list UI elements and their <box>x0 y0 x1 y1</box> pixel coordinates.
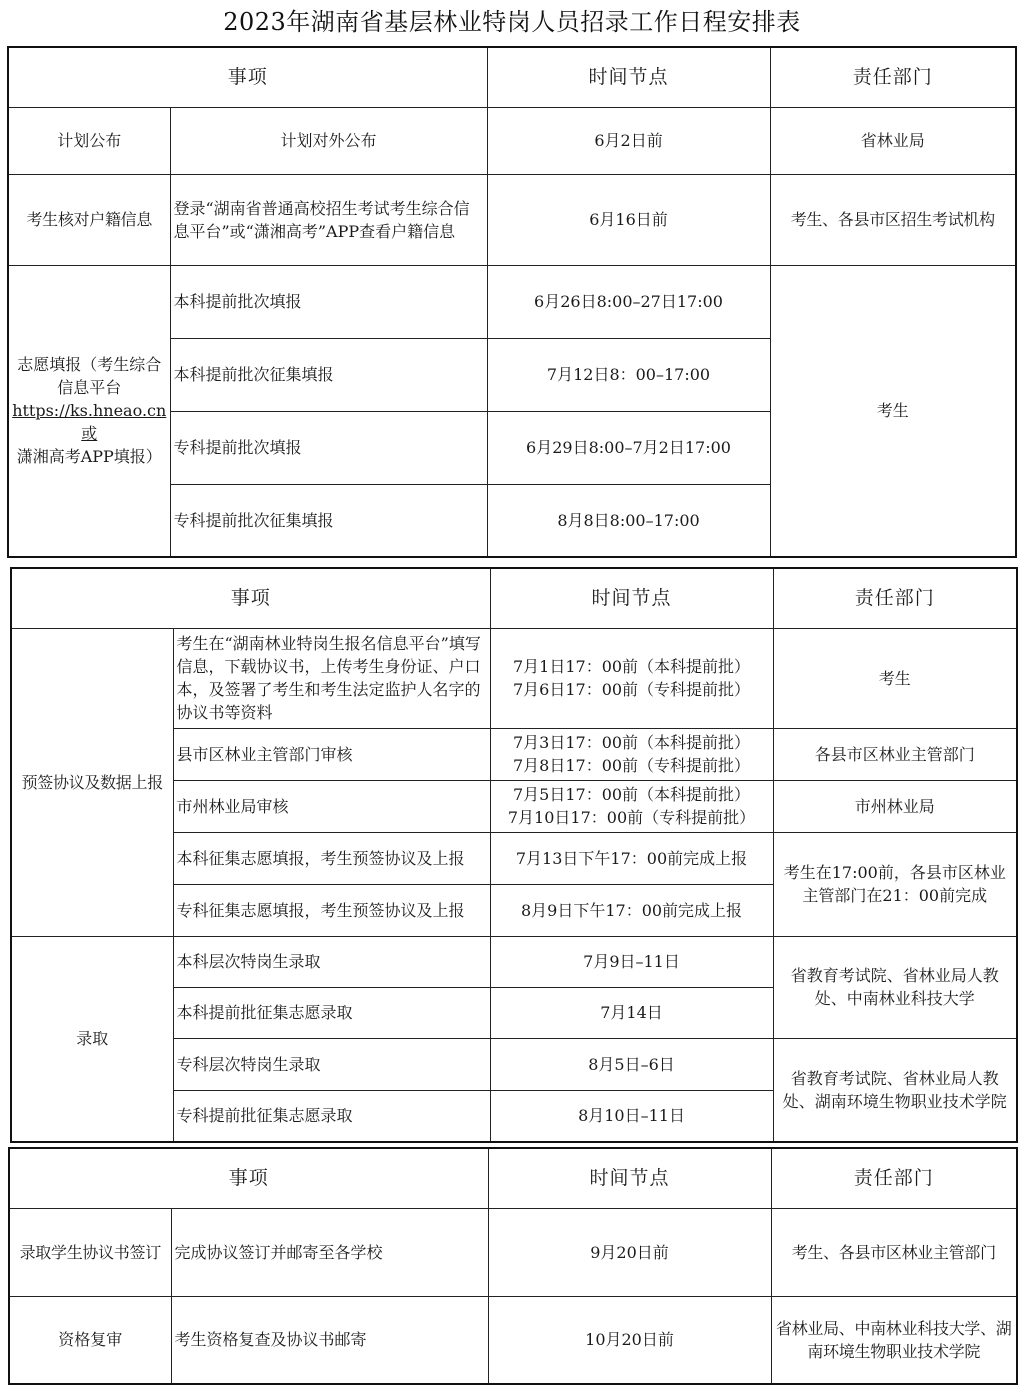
time-cell: 7月12日8：00–17:00 <box>487 338 770 411</box>
table-header-row <box>8 47 1016 107</box>
time-line: 7月10日17：00前（专科提前批） <box>507 808 756 827</box>
task-cell: 市州林业局审核 <box>173 780 490 832</box>
dept-cell: 各县市区林业主管部门 <box>773 728 1017 780</box>
time-line: 7月5日17：00前（本科提前批） <box>512 785 751 804</box>
category-cell: 计划公布 <box>8 107 170 174</box>
category-text: 潇湘高考APP填报） <box>16 447 162 467</box>
time-cell <box>490 780 773 832</box>
time-cell: 6月29日8:00–7月2日17:00 <box>487 411 770 484</box>
task-cell: 专科征集志愿填报，考生预签协议及上报 <box>173 884 490 936</box>
time-line: 7月8日17：00前（专科提前批） <box>512 756 751 775</box>
platform-link[interactable]: https://ks.hneao.cn或 <box>12 401 167 444</box>
task-cell: 本科提前批征集志愿录取 <box>173 987 490 1038</box>
task-cell: 考生在“湖南林业特岗生报名信息平台”填写信息，下载协议书，上传考生身份证、户口本，及签署了考生和考生法定监护人名字的协议书等资料 <box>173 628 490 728</box>
time-cell: 7月14日 <box>490 987 773 1038</box>
header-item: 事项 <box>9 1148 488 1208</box>
schedule-table-1 <box>7 46 1017 558</box>
header-dept: 责任部门 <box>770 47 1016 107</box>
category-cell: 考生核对户籍信息 <box>8 174 170 265</box>
schedule-table-2 <box>10 567 1018 1143</box>
task-cell: 专科提前批征集志愿录取 <box>173 1090 490 1142</box>
task-cell: 县市区林业主管部门审核 <box>173 728 490 780</box>
dept-cell: 市州林业局 <box>773 780 1017 832</box>
task-cell: 本科征集志愿填报，考生预签协议及上报 <box>173 832 490 884</box>
task-cell: 考生资格复查及协议书邮寄 <box>171 1296 488 1384</box>
time-cell: 8月8日8:00–17:00 <box>487 484 770 557</box>
header-time: 时间节点 <box>488 1148 771 1208</box>
task-cell: 完成协议签订并邮寄至各学校 <box>171 1208 488 1296</box>
time-cell: 6月2日前 <box>487 107 770 174</box>
task-cell: 专科提前批次征集填报 <box>170 484 487 557</box>
time-cell: 10月20日前 <box>488 1296 771 1384</box>
header-time: 时间节点 <box>487 47 770 107</box>
table-row <box>11 936 1017 987</box>
time-cell: 8月9日下午17：00前完成上报 <box>490 884 773 936</box>
task-cell: 专科层次特岗生录取 <box>173 1038 490 1090</box>
dept-cell: 考生、各县市区招生考试机构 <box>770 174 1016 265</box>
time-cell: 8月5日–6日 <box>490 1038 773 1090</box>
table-header-row <box>11 568 1017 628</box>
time-cell: 9月20日前 <box>488 1208 771 1296</box>
header-item: 事项 <box>11 568 490 628</box>
category-cell: 预签协议及数据上报 <box>11 628 173 936</box>
category-cell: 资格复审 <box>9 1296 171 1384</box>
table-row <box>8 174 1016 265</box>
table-header-row <box>9 1148 1017 1208</box>
table-row <box>9 1296 1017 1384</box>
category-text: 志愿填报（考生综合信息平台 <box>17 355 162 398</box>
dept-cell: 省教育考试院、省林业局人教处、中南林业科技大学 <box>773 936 1017 1038</box>
table-row <box>8 107 1016 174</box>
time-cell: 7月13日下午17：00前完成上报 <box>490 832 773 884</box>
task-cell: 本科提前批次填报 <box>170 265 487 338</box>
time-cell: 6月26日8:00–27日17:00 <box>487 265 770 338</box>
dept-cell: 省林业局、中南林业科技大学、湖南环境生物职业技术学院 <box>771 1296 1017 1384</box>
time-cell: 7月9日–11日 <box>490 936 773 987</box>
dept-cell: 省教育考试院、省林业局人教处、湖南环境生物职业技术学院 <box>773 1038 1017 1142</box>
header-time: 时间节点 <box>490 568 773 628</box>
task-cell: 专科提前批次填报 <box>170 411 487 484</box>
table-row <box>8 265 1016 338</box>
task-cell: 计划对外公布 <box>170 107 487 174</box>
time-cell <box>490 628 773 728</box>
header-item: 事项 <box>8 47 487 107</box>
category-cell: 录取 <box>11 936 173 1142</box>
category-cell <box>8 265 170 557</box>
table-row <box>9 1208 1017 1296</box>
time-line: 7月6日17：00前（专科提前批） <box>512 680 751 699</box>
time-line: 7月3日17：00前（本科提前批） <box>512 733 751 752</box>
task-cell: 登录“湖南省普通高校招生考试考生综合信息平台”或“潇湘高考”APP查看户籍信息 <box>170 174 487 265</box>
dept-cell: 考生 <box>773 628 1017 728</box>
dept-cell: 考生在17:00前，各县市区林业主管部门在21：00前完成 <box>773 832 1017 936</box>
dept-cell: 考生、各县市区林业主管部门 <box>771 1208 1017 1296</box>
time-cell <box>490 728 773 780</box>
schedule-table-3 <box>8 1147 1018 1385</box>
task-cell: 本科提前批次征集填报 <box>170 338 487 411</box>
time-cell: 8月10日–11日 <box>490 1090 773 1142</box>
header-dept: 责任部门 <box>771 1148 1017 1208</box>
header-dept: 责任部门 <box>773 568 1017 628</box>
table-row <box>11 628 1017 728</box>
task-cell: 本科层次特岗生录取 <box>173 936 490 987</box>
category-cell: 录取学生协议书签订 <box>9 1208 171 1296</box>
time-cell: 6月16日前 <box>487 174 770 265</box>
dept-cell: 省林业局 <box>770 107 1016 174</box>
time-line: 7月1日17：00前（本科提前批） <box>512 657 751 676</box>
page-title: 2023年湖南省基层林业特岗人员招录工作日程安排表 <box>223 8 801 36</box>
dept-cell: 考生 <box>770 265 1016 557</box>
